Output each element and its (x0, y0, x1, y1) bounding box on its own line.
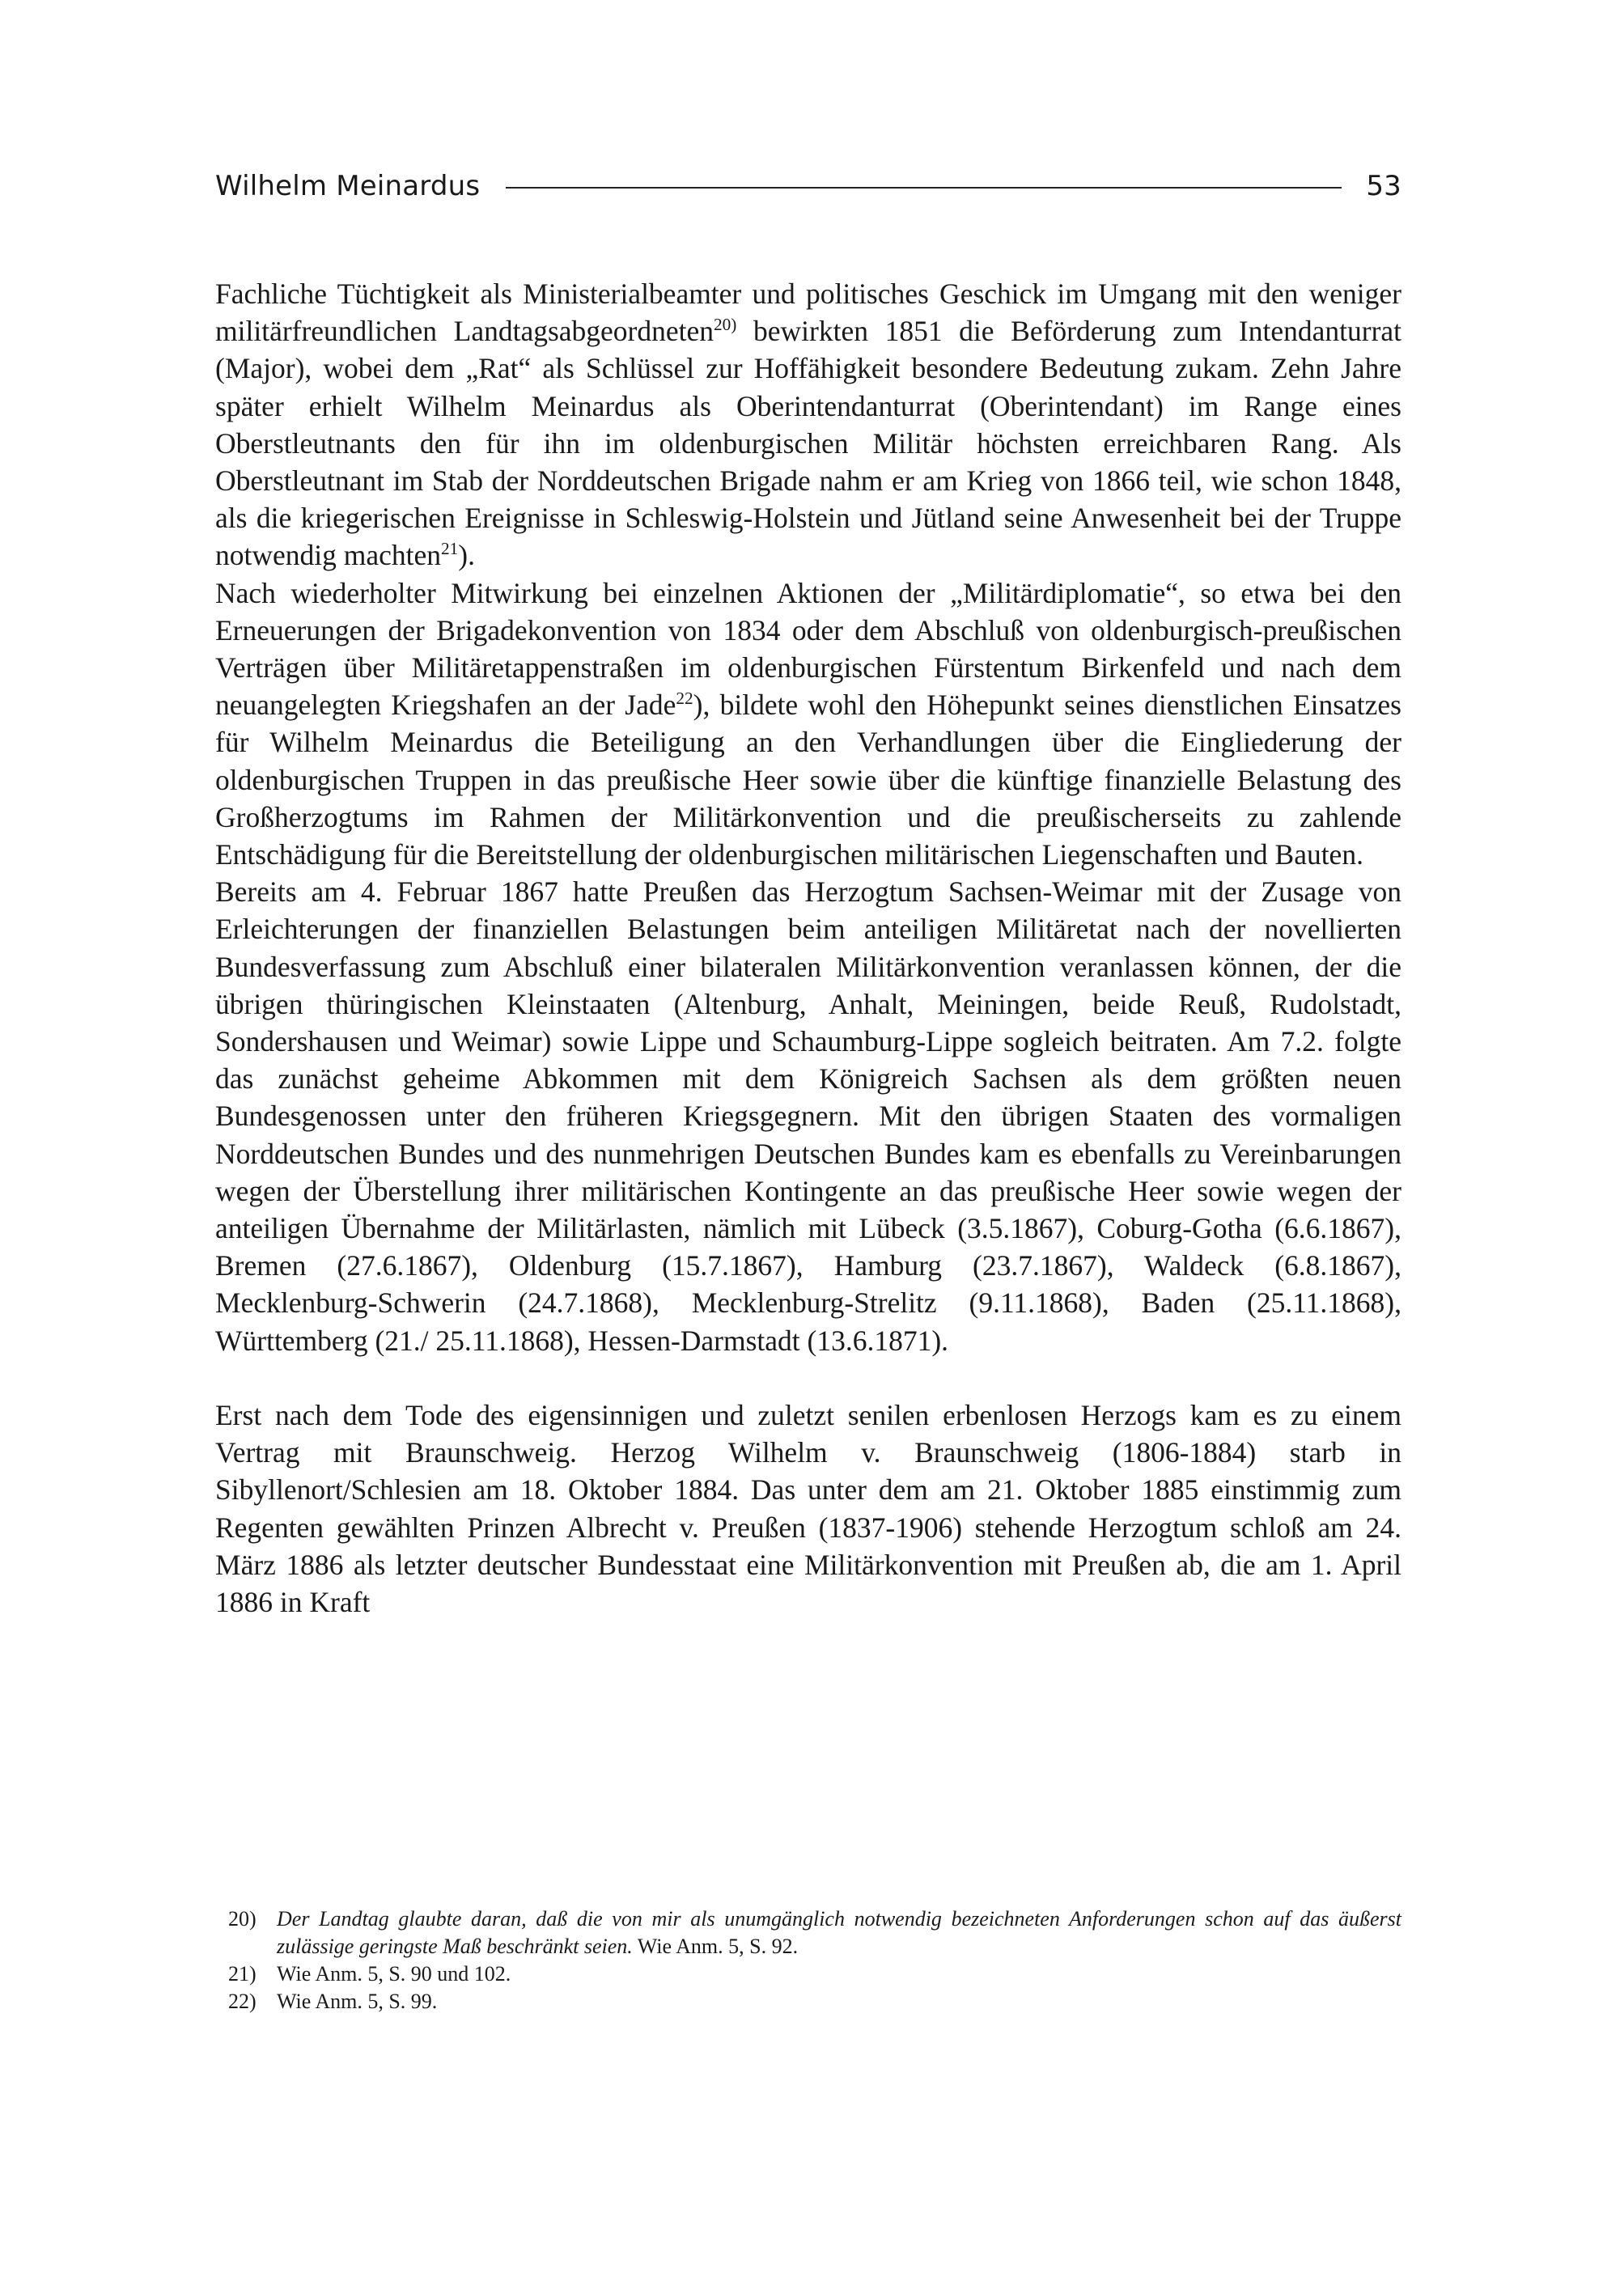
paragraph-1-part-c: ). (458, 539, 475, 572)
page (215, 162, 1401, 1621)
footnote-22 (215, 1988, 1401, 2015)
footnote-text: Wie Anm. 5, S. 90 und 102. (277, 1962, 511, 1986)
paragraph-1-part-b: bewirkten 1851 die Beförderung zum Intendanturrat (Major), wobei dem „Rat“ als Schlüssel zur Hoffähigkeit besondere Bedeutung zukam. Zehn Jahre später erhielt Wilhelm Meinardus als Oberintendanturrat (Oberintendant) im Range eines Oberstleutnants den für ihn im oldenburgischen Militär höchsten erreichbaren Rang. Als Oberstleutnant im Stab der Norddeutschen Brigade nahm er am Krieg von 1866 teil, wie schon 1848, als die kriegerischen Ereignisse in Schleswig-Holstein und Jütland seine Anwesenheit bei der Truppe notwendig machten (215, 315, 1402, 572)
paragraph-2 (215, 574, 1401, 874)
paragraph-2-part-b: ), bildete wohl den Höhepunkt seines dienstlichen Einsatzes für Wilhelm Meinardus die Beteiligung an den Verhandlungen über die Eingliederung der oldenburgischen Truppen in das preußische Heer sowie über die künftige finanzielle Belastung des Großherzogtums im Rahmen der Militärkonvention und die preußischerseits zu zahlende Entschädigung für die Bereitstellung der oldenburgischen militärischen Liegenschaften und Bauten. (215, 689, 1401, 871)
page-number: 53 (1366, 170, 1401, 202)
paragraph-1 (215, 275, 1401, 574)
footnotes (215, 1905, 1401, 2015)
footnote-quote: Der Landtag glaubte daran, daß die von mir als unumgänglich notwendig bezeichneten Anforderungen schon auf das äußerst zulässige geringste Maß beschränkt seien. (277, 1907, 1401, 1958)
paragraph-3: Bereits am 4. Februar 1867 hatte Preußen das Herzogtum Sachsen-Weimar mit der Zusage von Erleichterungen der finanziellen Belastungen beim anteiligen Militäretat nach der novellierten Bundesverfassung zum Abschluß einer bilateralen Militärkonvention veranlassen können, der die übrigen thüringischen Kleinstaaten (Altenburg, Anhalt, Meiningen, beide Reuß, Rudolstadt, Sondershausen und Weimar) sowie Lippe und Schaumburg-Lippe sogleich beitraten. Am 7.2. folgte das zunächst geheime Abkommen mit dem Königreich Sachsen als dem größten neuen Bundesgenossen unter den früheren Kriegsgegnern. Mit den übrigen Staaten des vormaligen Norddeutschen Bundes und des nunmehrigen Deutschen Bundes kam es ebenfalls zu Vereinbarungen wegen der Überstellung ihrer militärischen Kontingente an das preußische Heer sowie wegen der anteiligen Übernahme der Militärlasten, nämlich mit Lübeck (3.5.1867), Coburg-Gotha (6.6.1867), Bremen (27.6.1867), Oldenburg (15.7.1867), Hamburg (23.7.1867), Waldeck (6.8.1867), Mecklenburg-Schwerin (24.7.1868), Mecklenburg-Strelitz (9.11.1868), Baden (25.11.1868), Württemberg (21./ 25.11.1868), Hessen-Darmstadt (13.6.1871). (215, 875, 1401, 1357)
footnote-text: Wie Anm. 5, S. 99. (277, 1990, 438, 2013)
paragraph-1-part-a: Fachliche Tüchtigkeit als Ministerialbeamter und politisches Geschick im Umgang mit den weniger militärfreundlichen Landtagsabgeordneten (215, 278, 1401, 348)
running-head-author: Wilhelm Meinardus (215, 170, 481, 202)
header-rule (506, 187, 1342, 189)
footnote-21 (215, 1960, 1401, 1988)
footnote-number: 21) (228, 1962, 257, 1986)
footnote-text (277, 1905, 1401, 1960)
footnote-ref-22: 22 (676, 689, 693, 709)
footnote-20 (215, 1905, 1401, 1960)
footnote-number: 20) (228, 1907, 257, 1931)
footnote-number: 22) (228, 1990, 257, 2013)
footnote-ref-20: 20) (714, 315, 737, 335)
running-head (215, 162, 1401, 210)
paragraph-4: Erst nach dem Tode des eigensinnigen und zuletzt senilen erbenlosen Herzogs kam es zu einem Vertrag mit Braunschweig. Herzog Wilhelm v. Braunschweig (1806-1884) starb in Sibyllenort/Schlesien am 18. Oktober 1884. Das unter dem am 21. Oktober 1885 einstimmig zum Regenten gewählten Prinzen Albrecht v. Preußen (1837-1906) stehende Herzogtum schloß am 24. März 1886 als letzter deutscher Bundesstaat eine Militärkonvention mit Preußen ab, die am 1. April 1886 in Kraft (215, 1398, 1401, 1618)
body-text (215, 275, 1401, 1621)
footnote-reference: Wie Anm. 5, S. 92. (632, 1935, 799, 1958)
paragraph-2-part-a: Nach wiederholter Mitwirkung bei einzelnen Aktionen der „Militärdiplomatie“, so etwa bei den Erneuerungen der Brigadekonvention von 1834 oder dem Abschluß von oldenburgisch-preußischen Verträgen über Militäretappenstraßen im oldenburgischen Fürstentum Birkenfeld und nach dem neuangelegten Kriegshafen an der Jade (215, 576, 1401, 722)
footnote-ref-21: 21 (441, 539, 459, 559)
